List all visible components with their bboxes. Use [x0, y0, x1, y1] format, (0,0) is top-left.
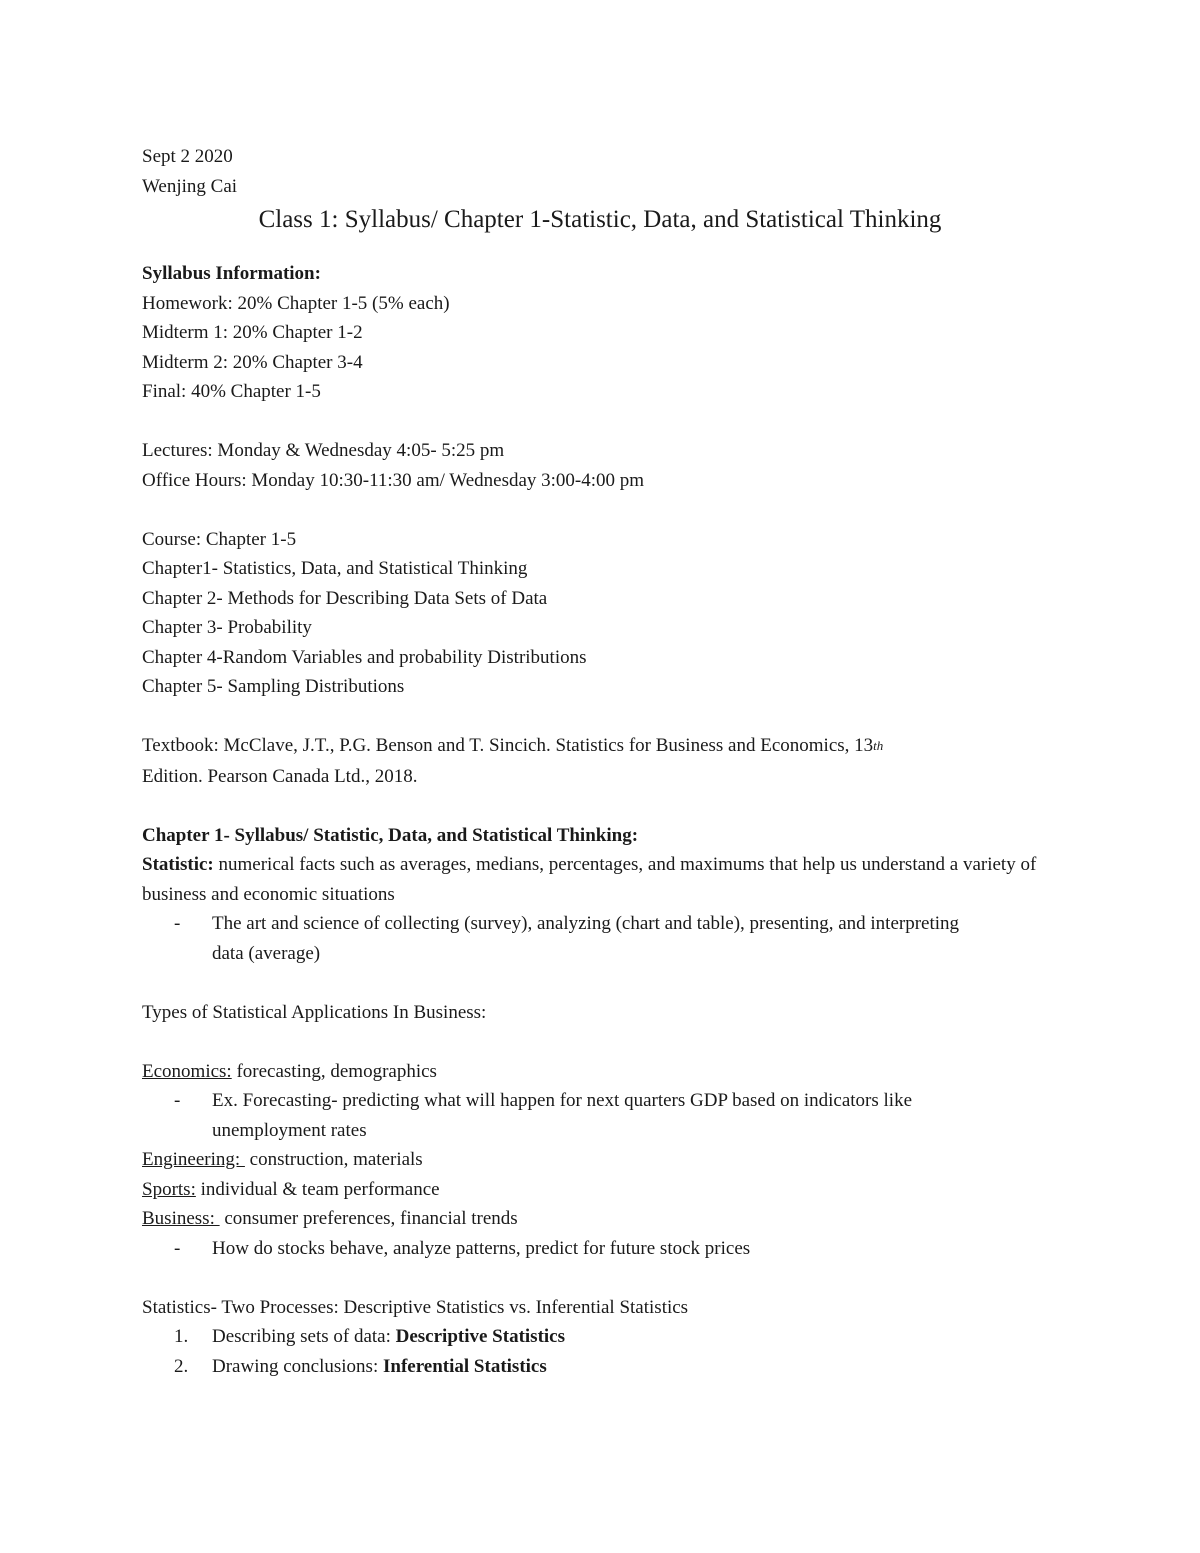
chapter-1-line: Chapter1- Statistics, Data, and Statistical Thinking [142, 558, 528, 579]
list-item [174, 1086, 1014, 1145]
spacer [142, 791, 1072, 821]
process-text: Drawing conclusions: [212, 1355, 383, 1377]
process-term: Descriptive Statistics [395, 1326, 566, 1347]
author-line: Wenjing Cai [142, 175, 238, 197]
applications-heading: Types of Statistical Applications In Business: [142, 1001, 487, 1023]
list-item [174, 1234, 1072, 1264]
list-item-text: The art and science of collecting (survey), analyzing (chart and table), presenting, and interpreting data (average) [212, 913, 960, 964]
processes-heading: Statistics- Two Processes: Descriptive Statistics vs. Inferential Statistics [142, 1296, 689, 1318]
dash-marker: - [174, 1237, 181, 1259]
list-item [174, 909, 964, 968]
grading-midterm-2: Midterm 2: 20% Chapter 3-4 [142, 351, 363, 373]
chapter-1-heading: Chapter 1- Syllabus/ Statistic, Data, and Statistical Thinking: [142, 824, 639, 846]
spacer [142, 702, 1072, 732]
statistic-definition [142, 850, 1067, 909]
business-term: Business: [142, 1208, 220, 1229]
economics-term: Economics: [142, 1060, 232, 1082]
engineering-term: Engineering: [142, 1149, 245, 1170]
textbook-text: Textbook: McClave, J.T., P.G. Benson and T. Sincich. Statistics for Business and Economics, 13 [142, 735, 874, 756]
engineering-line [142, 1145, 1072, 1175]
chapter-2-line: Chapter 2- Methods for Describing Data Sets of Data [142, 587, 548, 609]
chapter-5-line: Chapter 5- Sampling Distributions [142, 676, 405, 697]
spacer [142, 407, 1072, 437]
list-item-text [212, 1322, 565, 1352]
sports-line [142, 1175, 1072, 1205]
list-item [174, 1352, 1072, 1382]
list-item [174, 1322, 1072, 1352]
spacer [142, 1027, 1072, 1057]
statistic-term: Statistic: [142, 854, 214, 875]
process-term: Inferential Statistics [382, 1355, 547, 1377]
sports-term: Sports: [142, 1178, 196, 1200]
spacer [142, 968, 1072, 998]
grading-homework: Homework: 20% Chapter 1-5 (5% each) [142, 292, 450, 314]
dash-marker: - [174, 913, 181, 934]
business-line [142, 1204, 1072, 1234]
chapter-3-line: Chapter 3- Probability [142, 617, 312, 638]
document-page [142, 142, 1072, 1381]
spacer [142, 495, 1072, 525]
process-text: Describing sets of data: [212, 1326, 396, 1347]
textbook-ordinal: th [873, 738, 884, 753]
grading-final: Final: 40% Chapter 1-5 [142, 381, 321, 402]
economics-line [142, 1057, 1072, 1087]
chapter-4-line: Chapter 4-Random Variables and probability Distributions [142, 646, 587, 668]
number-marker: 1. [174, 1326, 189, 1347]
document-title: Class 1: Syllabus/ Chapter 1-Statistic, Data, and Statistical Thinking [258, 206, 942, 233]
lectures-line: Lectures: Monday & Wednesday 4:05- 5:25 pm [142, 440, 505, 461]
textbook-paragraph [142, 731, 1012, 791]
syllabus-heading: Syllabus Information: [142, 263, 321, 284]
date-line: Sept 2 2020 [142, 146, 233, 167]
course-line: Course: Chapter 1-5 [142, 528, 297, 550]
textbook-text-2: Edition. Pearson Canada Ltd., 2018. [142, 765, 418, 787]
engineering-def: construction, materials [244, 1149, 423, 1170]
dash-marker: - [174, 1090, 181, 1111]
number-marker: 2. [174, 1355, 189, 1377]
sports-def: individual & team performance [195, 1178, 440, 1200]
list-item-text: How do stocks behave, analyze patterns, predict for future stock prices [212, 1237, 751, 1259]
list-item-text [212, 1352, 547, 1382]
office-hours-line: Office Hours: Monday 10:30-11:30 am/ Wednesday 3:00-4:00 pm [142, 469, 645, 491]
statistic-def: numerical facts such as averages, medians, percentages, and maximums that help us understand a variety of business and economic situations [142, 854, 1037, 905]
business-def: consumer preferences, financial trends [219, 1208, 518, 1229]
grading-midterm-1: Midterm 1: 20% Chapter 1-2 [142, 322, 363, 343]
list-item-text: Ex. Forecasting- predicting what will happen for next quarters GDP based on indicators like unemployment rates [212, 1090, 913, 1141]
spacer [142, 1263, 1072, 1293]
economics-def: forecasting, demographics [231, 1060, 437, 1082]
